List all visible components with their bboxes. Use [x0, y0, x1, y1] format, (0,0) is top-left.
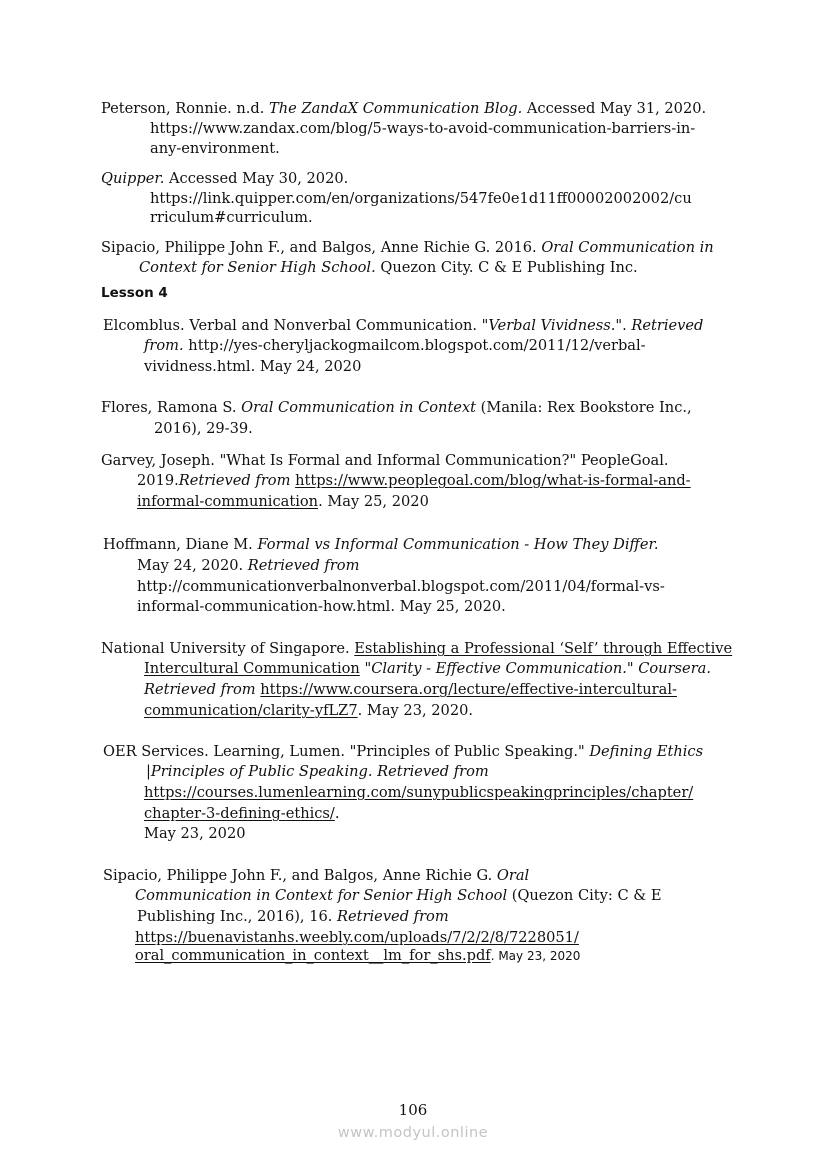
reference-line — [135, 886, 662, 907]
reference-line — [103, 742, 703, 763]
reference-url: https://www.zandax.com/blog/5-ways-to-avoid-communication-barriers-in- — [150, 120, 696, 137]
reference-accessed: Accessed May 31, 2020. — [522, 100, 707, 117]
reference-url: http://communicationverbalnonverbal.blogspot.com/2011/04/formal-vs- — [137, 578, 665, 595]
reference-retrieved: from. — [144, 337, 184, 354]
reference-link[interactable]: Intercultural Communication — [144, 660, 360, 677]
reference-author: OER Services. Learning, Lumen. "Principles of Public Speaking." — [103, 743, 590, 760]
reference-link[interactable]: chapter-3-defining-ethics/ — [144, 805, 335, 822]
reference-details: 2016), 29-39. — [154, 420, 253, 437]
reference-line — [144, 680, 677, 701]
reference-author: Sipacio, Philippe John F., and Balgos, Anne Richie G. — [103, 867, 497, 884]
reference-retrieved: Retrieved from — [144, 681, 256, 698]
reference-retrieved: Retrieved from — [337, 908, 449, 925]
reference-url: vividness.html. May 24, 2020 — [144, 358, 362, 375]
reference-line — [137, 907, 449, 928]
reference-title: Formal vs Informal Communication - How They Differ. — [257, 536, 659, 553]
reference-line — [144, 804, 339, 825]
reference-publisher: Quezon City. C & E Publishing Inc. — [375, 259, 638, 276]
reference-retrieved: Retrieved — [631, 317, 704, 334]
reference-punctuation: . — [334, 805, 340, 822]
reference-date: . May 23, 2020. — [357, 702, 474, 719]
reference-author: Elcomblus. Verbal and Nonverbal Communication. " — [103, 317, 489, 334]
reference-accessed: Accessed May 30, 2020. — [164, 170, 349, 187]
reference-title: Oral Communication in — [541, 239, 714, 256]
reference-author: Hoffmann, Diane M. — [103, 536, 258, 553]
reference-link[interactable]: https://buenavistanhs.weebly.com/uploads/7/2/2/8/7228051/ — [135, 929, 579, 946]
reference-author: Sipacio, Philippe John F., and Balgos, Anne Richie G. 2016. — [101, 239, 542, 256]
reference-line — [103, 866, 529, 887]
reference-title: Quipper. — [101, 170, 165, 187]
reference-title: Context for Senior High School. — [139, 259, 376, 276]
reference-line — [103, 316, 703, 337]
reference-line — [135, 946, 580, 967]
reference-publisher: Publishing Inc., 2016), 16. — [137, 908, 338, 925]
reference-title: Clarity - Effective Communication. — [371, 660, 627, 677]
reference-title: Defining Ethics — [589, 743, 704, 760]
reference-punctuation: " — [626, 660, 639, 677]
reference-line — [139, 258, 638, 279]
reference-line — [101, 398, 692, 419]
watermark: www.modyul.online — [337, 1125, 489, 1141]
reference-link[interactable]: https://www.coursera.org/lecture/effective-intercultural- — [260, 681, 677, 698]
reference-title: Verbal Vividness. — [488, 317, 616, 334]
lesson-heading: Lesson 4 — [101, 285, 168, 301]
reference-title: Communication in Context for Senior High School — [135, 887, 508, 904]
reference-punctuation: ". — [615, 317, 632, 334]
reference-publisher: (Manila: Rex Bookstore Inc., — [476, 399, 692, 416]
reference-line — [137, 492, 429, 513]
reference-date: May 23, 2020 — [144, 825, 246, 842]
reference-link[interactable]: communication/clarity-yfLZ7 — [144, 702, 358, 719]
reference-title: |Principles of Public Speaking. Retrieved from — [146, 763, 489, 780]
reference-line — [101, 238, 714, 259]
reference-link[interactable]: Establishing a Professional ‘Self’ through Effective — [354, 640, 733, 657]
reference-retrieved: Retrieved from — [178, 472, 291, 489]
reference-year: 2019. — [137, 472, 179, 489]
reference-line — [101, 639, 732, 660]
reference-line — [137, 471, 691, 492]
reference-url: informal-communication-how.html. May 25, 2020. — [137, 598, 506, 615]
page-number: 106 — [398, 1101, 428, 1119]
reference-line — [101, 99, 706, 120]
reference-author: Flores, Ramona S. — [101, 399, 242, 416]
reference-title: The ZandaX Communication Blog. — [269, 100, 523, 117]
reference-line — [144, 336, 646, 357]
reference-url: rriculum#curriculum. — [150, 209, 313, 226]
reference-link[interactable]: oral_communication_in_context__lm_for_shs.pdf — [135, 947, 491, 964]
reference-punctuation: " — [359, 660, 372, 677]
reference-author: National University of Singapore. — [101, 640, 355, 657]
reference-date: May 24, 2020. — [137, 557, 248, 574]
reference-source: Coursera. — [638, 660, 712, 677]
reference-url: any-environment. — [150, 140, 280, 157]
reference-line — [137, 556, 359, 577]
reference-publisher: (Quezon City: C & E — [507, 887, 662, 904]
reference-line — [146, 762, 489, 783]
reference-url: http://yes-cheryljackogmailcom.blogspot.com/2011/12/verbal- — [183, 337, 646, 354]
reference-line — [144, 659, 711, 680]
reference-author: Peterson, Ronnie. n.d. — [101, 100, 270, 117]
reference-url: https://link.quipper.com/en/organizations/547fe0e1d11ff00002002002/cu — [150, 190, 692, 207]
reference-date: . May 25, 2020 — [318, 493, 429, 510]
reference-link[interactable]: informal-communication — [137, 493, 319, 510]
reference-link[interactable]: https://www.peoplegoal.com/blog/what-is-formal-and- — [295, 472, 691, 489]
reference-line — [101, 169, 348, 190]
reference-link[interactable]: https://courses.lumenlearning.com/sunypublicspeakingprinciples/chapter/ — [144, 784, 694, 801]
reference-title: Oral — [496, 867, 530, 884]
reference-line — [144, 783, 693, 804]
reference-author: Garvey, Joseph. "What Is Formal and Informal Communication?" PeopleGoal. — [101, 452, 669, 469]
reference-line — [103, 535, 659, 556]
reference-line — [144, 701, 473, 722]
reference-date: . May 23, 2020 — [490, 949, 581, 963]
reference-title: Oral Communication in Context — [241, 399, 477, 416]
reference-retrieved: Retrieved from — [247, 557, 360, 574]
